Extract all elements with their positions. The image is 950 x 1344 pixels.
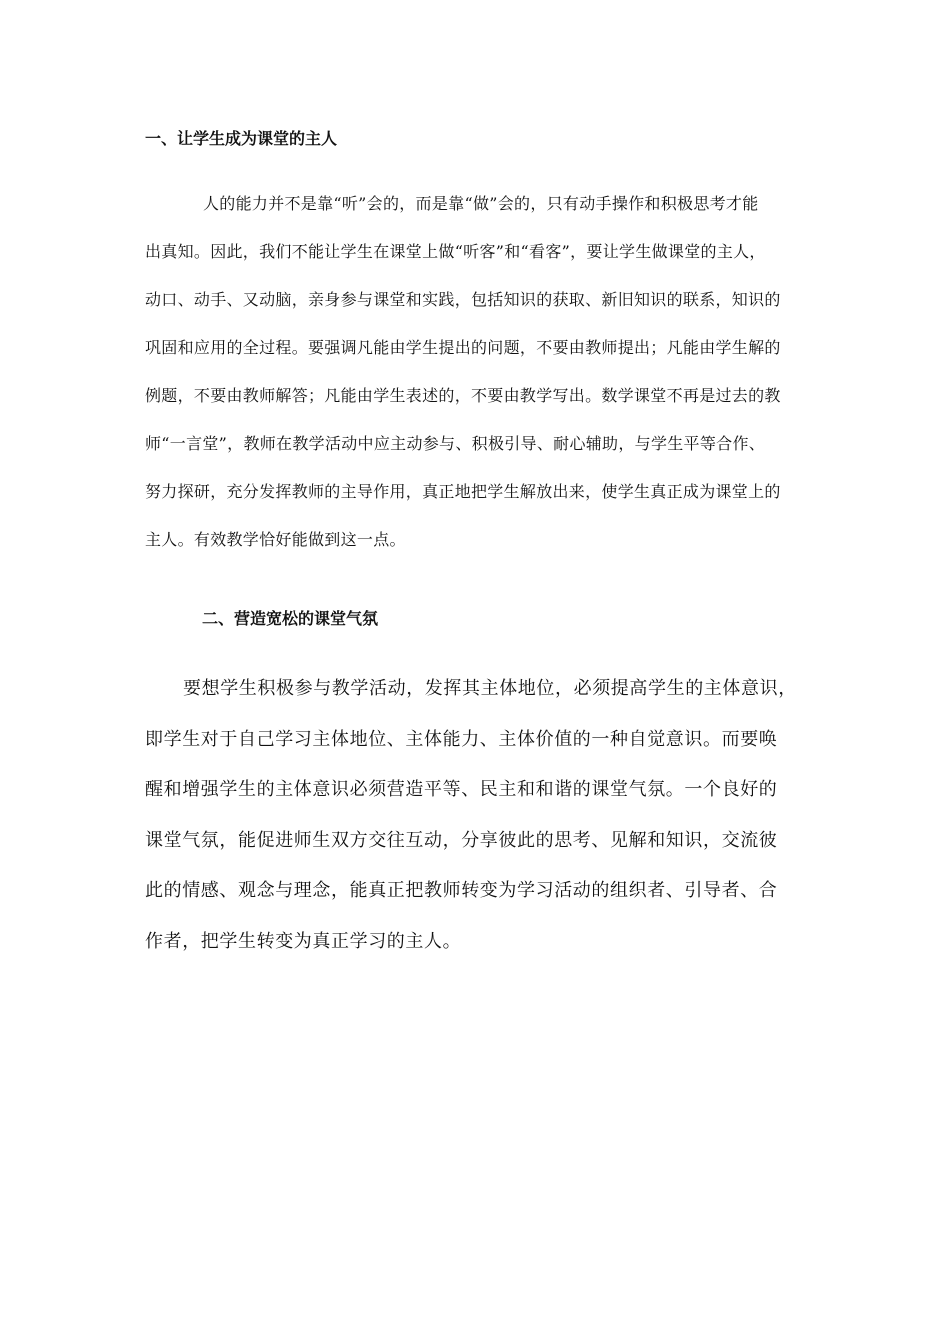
paragraph-line: 出真知。因此，我们不能让学生在课堂上做“听客”和“看客”，要让学生做课堂的主人， (145, 242, 766, 261)
section-2-heading: 二、营造宽松的课堂气氛 (202, 609, 379, 628)
paragraph-line: 巩固和应用的全过程。要强调凡能由学生提出的问题，不要由教师提出；凡能由学生解的 (145, 338, 781, 357)
paragraph-line: 此的情感、观念与理念，能真正把教师转变为学习活动的组织者、引导者、合 (145, 880, 778, 901)
paragraph-line: 醒和增强学生的主体意识必须营造平等、民主和和谐的课堂气氛。一个良好的 (145, 779, 778, 800)
section-1-heading: 一、让学生成为课堂的主人 (145, 129, 338, 148)
section-1-paragraph (145, 180, 809, 564)
paragraph-line: 即学生对于自己学习主体地位、主体能力、主体价值的一种自觉意识。而要唤 (145, 728, 778, 750)
paragraph-line: 人的能力并不是靠“听”会的，而是靠“做”会的，只有动手操作和积极思考才能 (203, 194, 759, 213)
paragraph-line: 课堂气氛，能促进师生双方交往互动，分享彼此的思考、见解和知识，交流彼 (145, 829, 778, 851)
paragraph-line: 主人。有效教学恰好能做到这一点。 (145, 530, 406, 549)
paragraph-line: 作者，把学生转变为真正学习的主人。 (145, 930, 462, 952)
paragraph-line: 要想学生积极参与教学活动，发挥其主体地位，必须提高学生的主体意识， (183, 678, 797, 699)
paragraph-line: 动口、动手、又动脑，亲身参与课堂和实践，包括知识的获取、新旧知识的联系，知识的 (145, 290, 781, 309)
paragraph-line: 努力探研，充分发挥教师的主导作用，真正地把学生解放出来，使学生真正成为课堂上的 (145, 482, 781, 501)
paragraph-line: 师“一言堂”，教师在教学活动中应主动参与、积极引导、耐心辅助，与学生平等合作、 (145, 434, 766, 453)
paragraph-line: 例题，不要由教师解答；凡能由学生表述的，不要由教学写出。数学课堂不再是过去的教 (145, 386, 781, 405)
section-2-paragraph (145, 664, 809, 967)
